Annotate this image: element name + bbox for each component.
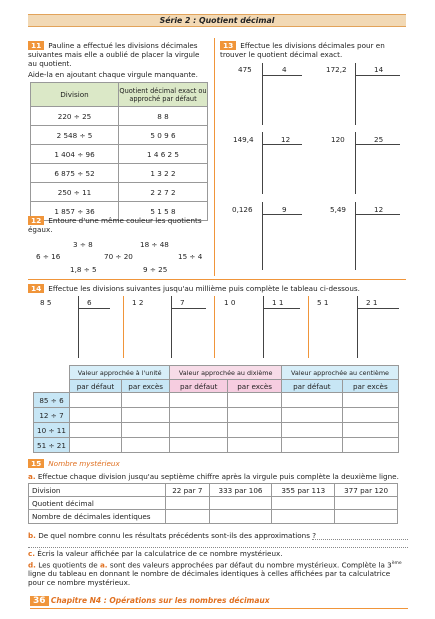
exercise-14-statement	[28, 284, 408, 293]
row-label: 85 ÷ 6	[34, 393, 70, 408]
division-cell: 250 ÷ 11	[31, 183, 119, 202]
column-separator	[308, 296, 309, 358]
quotient-cell: 1 4 6 2 5	[119, 145, 208, 164]
exercise-11-instruction: Aide-la en ajoutant chaque virgule manquante.	[28, 70, 198, 79]
question-reference: a.	[99, 560, 108, 570]
exercise-number: 11	[28, 41, 44, 50]
question-text: sont des valeurs approchées par défaut du nombre mystérieux. Complète la 3	[109, 560, 392, 570]
division-bar	[262, 63, 263, 125]
quotient-item: 70 ÷ 20	[104, 252, 133, 261]
division-bar	[262, 75, 302, 76]
dividend: 1 2	[132, 298, 144, 307]
col-header-division: Division	[31, 83, 119, 107]
exercise-number: 14	[28, 284, 44, 293]
footer-line	[30, 608, 408, 609]
dividend: 149,4	[233, 135, 254, 144]
division-bar	[171, 308, 206, 309]
exercise-text: Effectue les divisions suivantes jusqu'au millième puis complète le tableau ci-dessous.	[48, 284, 360, 293]
exercise-number: 13	[220, 41, 236, 50]
division-bar	[171, 296, 172, 358]
section-separator	[28, 279, 406, 280]
dividend: 1 0	[224, 298, 236, 307]
subheader-excess: par excès	[122, 380, 170, 393]
exercise-text: Effectue les divisions décimales pour en trouver le quotient décimal exact.	[220, 41, 385, 59]
exercise-number: 15	[28, 459, 44, 468]
division-cell: 220 ÷ 25	[31, 107, 119, 126]
dividend: 172,2	[326, 65, 347, 74]
exercise-15-d	[28, 559, 408, 587]
division-bar	[262, 202, 263, 270]
question-text: De quel nombre connu les résultats précédents sont-ils des approximations ?	[38, 531, 317, 540]
exercise-15-table	[28, 483, 398, 524]
divisor: 4	[282, 65, 287, 74]
division-cell: 333 par 106	[209, 484, 272, 497]
question-text: Effectue chaque division jusqu'au septième chiffre après la virgule puis complète la deuxième ligne.	[37, 472, 399, 481]
exercise-text: Pauline a effectué les divisions décimales suivantes mais elle a oublié de placer la virgule au quotient.	[28, 41, 200, 68]
answer-line	[28, 547, 408, 548]
column-separator	[123, 296, 124, 358]
exercise-11-table	[30, 82, 208, 221]
subheader-default: par défaut	[170, 380, 228, 393]
empty-corner	[34, 366, 70, 380]
quotient-item: 3 ÷ 8	[73, 240, 93, 249]
chapter-title: Chapitre N4 : Opérations sur les nombres décimaux	[50, 596, 270, 605]
quotient-item: 9 ÷ 25	[143, 265, 168, 274]
division-bar	[355, 132, 356, 194]
header-tenth: Valeur approchée au dixième	[170, 366, 282, 380]
division-bar	[263, 296, 264, 358]
superscript: ème	[391, 561, 402, 566]
subheader-default: par défaut	[282, 380, 343, 393]
exercise-12-statement	[28, 216, 210, 234]
exercise-15-title	[28, 459, 120, 468]
division-bar	[262, 144, 302, 145]
col-header-quotient: Quotient décimal exact ou approché par défaut	[119, 83, 208, 107]
subheader-default: par défaut	[70, 380, 122, 393]
header-unit: Valeur approchée à l'unité	[70, 366, 170, 380]
division-cell: 377 par 120	[335, 484, 398, 497]
dividend: 0,126	[232, 205, 253, 214]
quotient-item: 6 ÷ 16	[36, 252, 61, 261]
division-cell: 2 548 ÷ 5	[31, 126, 119, 145]
division-bar	[262, 132, 263, 194]
header-hundredth: Valeur approchée au centième	[282, 366, 399, 380]
row-label: 10 ÷ 11	[34, 423, 70, 438]
division-bar	[355, 214, 400, 215]
answer-line	[312, 539, 408, 540]
divisor: 2 1	[366, 298, 378, 307]
exercise-text: Entoure d'une même couleur les quotients égaux.	[28, 216, 202, 234]
dividend: 120	[331, 135, 345, 144]
exercise-14-table	[33, 365, 399, 453]
division-cell: 1 404 ÷ 96	[31, 145, 119, 164]
subheader-excess: par excès	[342, 380, 398, 393]
exercise-11-statement	[28, 41, 210, 68]
question-text: Écris la valeur affichée par la calculatrice de ce nombre mystérieux.	[37, 549, 283, 558]
division-bar	[355, 144, 400, 145]
row-label: Division	[29, 484, 166, 497]
division-bar	[357, 308, 399, 309]
division-bar	[355, 202, 356, 270]
division-bar	[78, 308, 110, 309]
dividend: 5,49	[330, 205, 347, 214]
quotient-cell: 8 8	[119, 107, 208, 126]
dividend: 5 1	[317, 298, 329, 307]
footer	[30, 596, 270, 606]
divisor: 9	[282, 205, 287, 214]
division-bar	[355, 75, 400, 76]
quotient-item: 18 ÷ 48	[140, 240, 169, 249]
divisor: 12	[281, 135, 291, 144]
page-number: 36	[30, 596, 49, 606]
exercise-15-a	[28, 472, 408, 481]
quotient-item: 1,8 ÷ 5	[70, 265, 97, 274]
division-bar	[262, 214, 302, 215]
division-cell: 22 par 7	[166, 484, 210, 497]
exercise-number: 12	[28, 216, 44, 225]
question-label: c.	[28, 549, 35, 558]
series-header: Série 2 : Quotient décimal	[28, 14, 406, 27]
row-label: Nombre de décimales identiques	[29, 510, 166, 524]
divisor: 7	[180, 298, 185, 307]
subheader-excess: par excès	[228, 380, 282, 393]
question-label: b.	[28, 531, 36, 540]
column-separator	[214, 296, 215, 358]
exercise-15-c	[28, 549, 408, 558]
division-bar	[357, 296, 358, 358]
divisor: 12	[374, 205, 384, 214]
dividend: 8 5	[40, 298, 52, 307]
row-label: 12 ÷ 7	[34, 408, 70, 423]
row-label: Quotient décimal	[29, 497, 166, 510]
question-label: a.	[28, 472, 36, 481]
divisor: 25	[374, 135, 384, 144]
division-cell: 6 875 ÷ 52	[31, 164, 119, 183]
row-label: 51 ÷ 21	[34, 438, 70, 453]
division-cell: 355 par 113	[272, 484, 335, 497]
question-label: d.	[28, 560, 36, 570]
quotient-item: 15 ÷ 4	[178, 252, 203, 261]
quotient-cell: 5 1 5 8	[119, 202, 208, 221]
quotient-cell: 2 2 7 2	[119, 183, 208, 202]
quotient-cell: 5 0 9 6	[119, 126, 208, 145]
quotient-cell: 1 3 2 2	[119, 164, 208, 183]
division-bar	[355, 63, 356, 125]
question-text: ligne du tableau en donnant le nombre de décimales identiques à celles affichées par ta calculatrice pour ce nombre mystérieux.	[28, 569, 391, 588]
division-bar	[78, 296, 79, 358]
divisor: 14	[374, 65, 384, 74]
division-cell: 1 857 ÷ 36	[31, 202, 119, 221]
column-separator	[214, 38, 215, 276]
empty-corner	[34, 380, 70, 393]
divisor: 6	[87, 298, 92, 307]
divisor: 1 1	[272, 298, 284, 307]
question-text: Les quotients de	[38, 560, 98, 570]
exercise-title: Nombre mystérieux	[48, 459, 120, 468]
dividend: 475	[238, 65, 252, 74]
exercise-13-statement	[220, 41, 406, 59]
division-bar	[263, 308, 300, 309]
